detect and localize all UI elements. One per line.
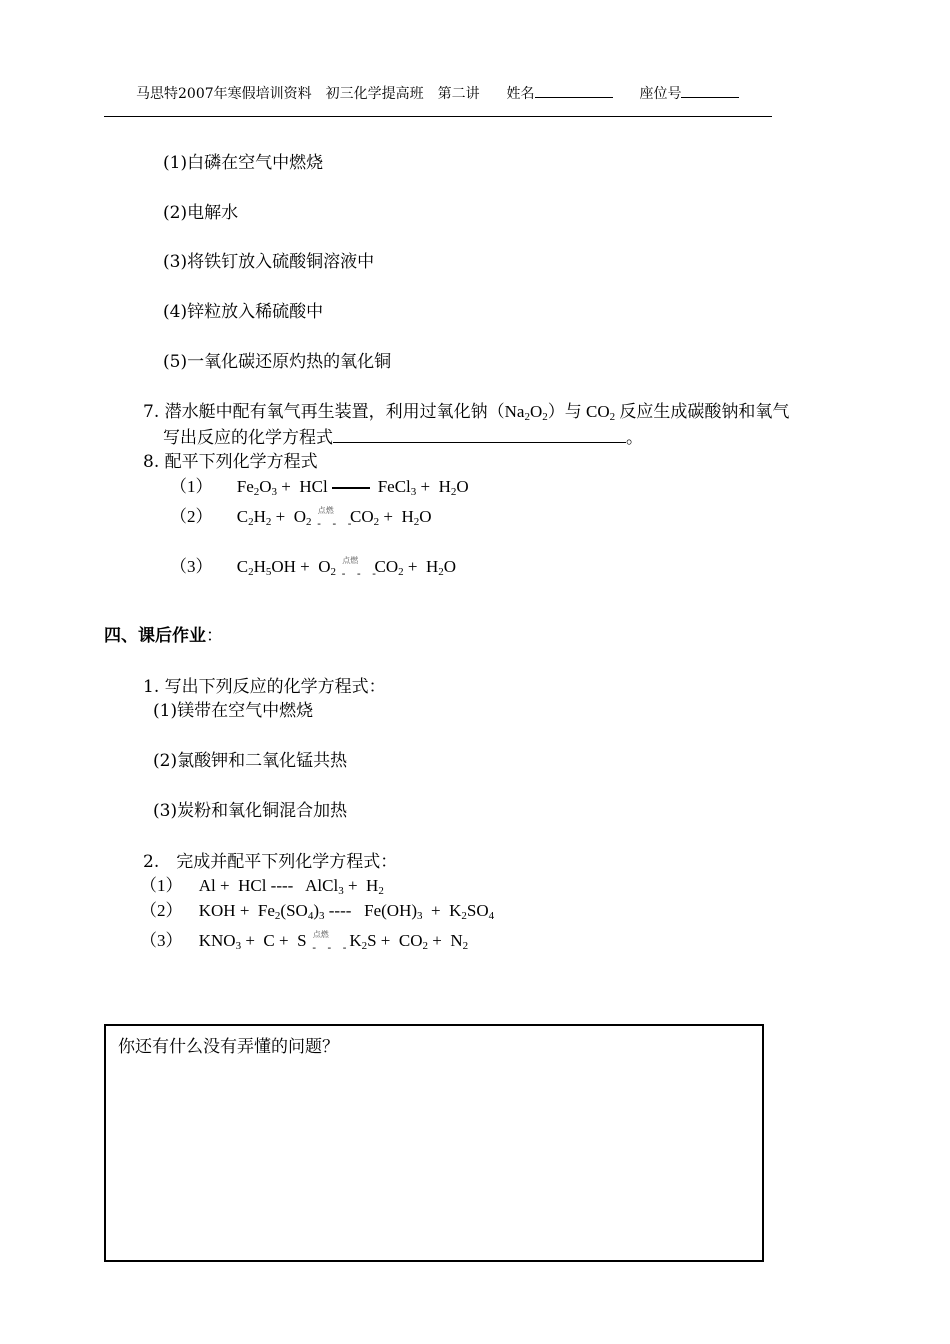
q7-text-b: ）与 — [547, 402, 582, 422]
ignite-condition: 点燃 - - - — [310, 930, 349, 955]
list-item: (1)白磷在空气中燃烧 — [163, 153, 324, 173]
equation-row: （2） $C_2H_2 + O_2$ 点燃 - - - $CO_2 + H_2O$ — [170, 506, 432, 531]
question-7-line1 — [143, 397, 789, 422]
seat-label: 座位号 — [639, 86, 682, 102]
equation-row: （1） Al + HCl ---- AlCl$_3$ + $H_2$ — [140, 876, 384, 897]
seat-blank[interactable] — [681, 83, 739, 98]
eq-num: （2） — [140, 901, 183, 920]
equation-row: （3） $C_2H_5OH + O_2$ 点燃 - - - $CO_2 + H_2O$ — [170, 556, 457, 581]
reaction-line — [332, 487, 370, 489]
list-item: (3)将铁钉放入硫酸铜溶液中 — [163, 252, 375, 272]
equation-row: （3） $KNO_3 + C + S$ 点燃 - - - $K_2S + CO_2 + N_2$ — [140, 930, 469, 955]
name-label: 姓名 — [506, 86, 535, 102]
page-header — [136, 83, 739, 103]
q7-na2o2: $Na_2O_2$ — [504, 402, 548, 423]
ignite-condition: 点燃 - - - — [340, 556, 379, 581]
question-7-line2 — [163, 423, 643, 448]
eq-num: （1） — [170, 477, 213, 496]
q7-text-a: 7. 潜水艇中配有氧气再生装置，利用过氧化钠（ — [143, 402, 505, 422]
question-box[interactable] — [104, 1024, 764, 1262]
equation-row: （1） $Fe_2O_3$ + HCl FeCl$_3$ + $H_2O$ — [170, 477, 469, 498]
q7-answer-blank[interactable] — [333, 428, 626, 443]
q7-end: 。 — [626, 428, 643, 448]
eq-num: （3） — [170, 557, 213, 576]
header-title: 马思特2007年寒假培训资料 初三化学提高班 第二讲 — [136, 86, 480, 102]
question-8-title: 8. 配平下列化学方程式 — [143, 452, 318, 472]
list-item: (1)镁带在空气中燃烧 — [153, 701, 314, 721]
equation-row: （2） KOH + $Fe_2(SO_4)_3$ ---- $Fe(OH)_3 + K_2SO_4$ — [140, 901, 495, 922]
eq-num: （2） — [170, 507, 213, 526]
hw-q1-title: 1. 写出下列反应的化学方程式： — [143, 677, 386, 697]
eq-num: （1） — [140, 876, 183, 895]
ignite-condition: 点燃 - - - — [315, 506, 354, 531]
list-item: (2)电解水 — [163, 203, 239, 223]
q7-co2: $CO_2$ — [581, 402, 616, 423]
q7-text-c: 反应生成碳酸钠和氧气 — [619, 402, 790, 422]
list-item: (4)锌粒放入稀硫酸中 — [163, 302, 324, 322]
question-box-prompt: 你还有什么没有弄懂的问题？ — [118, 1037, 339, 1057]
section-4-title: 四、课后作业： — [104, 626, 223, 646]
header-rule — [104, 116, 772, 117]
list-item: (2)氯酸钾和二氧化锰共热 — [153, 751, 348, 771]
list-item: (3)炭粉和氧化铜混合加热 — [153, 801, 348, 821]
hw-q2-title: 2. 完成并配平下列化学方程式： — [143, 852, 398, 872]
list-item: (5)一氧化碳还原灼热的氧化铜 — [163, 352, 392, 372]
name-blank[interactable] — [535, 83, 613, 98]
eq-num: （3） — [140, 931, 183, 950]
q7-text-line2: 写出反应的化学方程式 — [163, 428, 333, 448]
